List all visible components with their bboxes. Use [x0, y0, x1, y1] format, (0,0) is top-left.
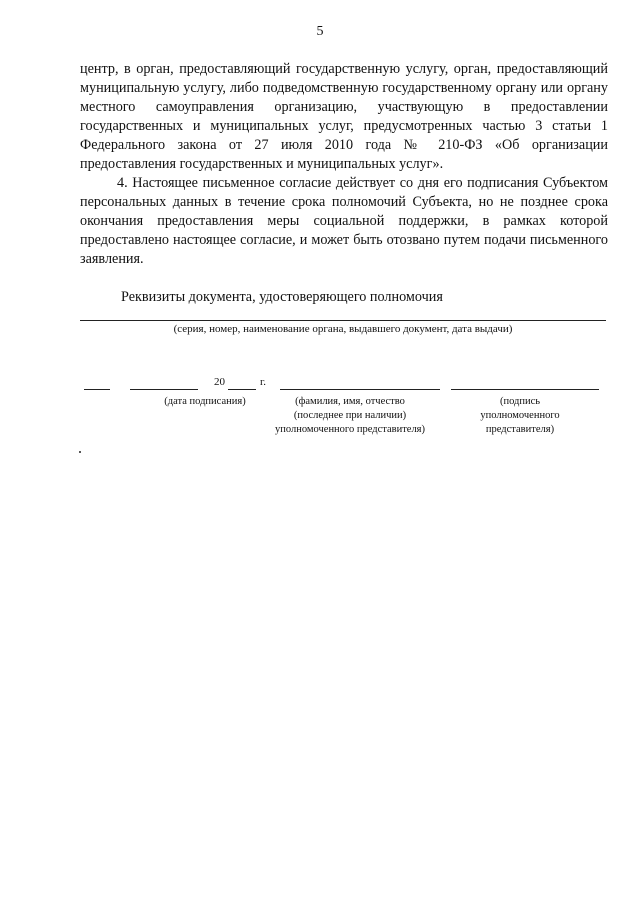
name-caption-3: уполномоченного представителя) [274, 424, 426, 435]
requisites-fill-line [80, 320, 606, 321]
day-blank [84, 379, 110, 390]
paragraph-continuation: центр, в орган, предоставляющий государственную услугу, орган, предоставляющий муниципальную услугу, либо подведомственную государственному органу или органу местного самоуправления организацию, участвующую в предоставлении государственных и муниципальных услуг, предусмотренных частью 3 статьи 1 Федерального закона от 27 июля 2010 года № 210-ФЗ «Об организации предоставления государственных и муниципальных услуг». [80, 61, 608, 172]
sign-caption-1: (подпись [499, 396, 541, 407]
sign-caption-2: уполномоченного [480, 410, 560, 421]
year-prefix: 20 [214, 376, 225, 388]
stray-dot [79, 451, 81, 453]
requisites-label: Реквизиты документа, удостоверяющего полномочия [121, 289, 443, 305]
requisites-caption: (серия, номер, наименование органа, выдавшего документ, дата выдачи) [173, 323, 513, 335]
date-caption: (дата подписания) [164, 396, 246, 407]
page-number: 5 [316, 24, 324, 39]
sign-caption-3: представителя) [485, 424, 555, 435]
body-text [80, 60, 608, 269]
name-caption-1: (фамилия, имя, отчество [295, 396, 405, 407]
name-blank [280, 379, 440, 390]
name-caption-2: (последнее при наличии) [293, 410, 407, 421]
paragraph-4: 4. Настоящее письменное согласие действует со дня его подписания Субъектом персональных данных в течение срока полномочий Субъекта, но не позднее срока окончания предоставления меры социальной поддержки, в рамках которой предоставлено настоящее согласие, и может быть отозвано путем подачи письменного заявления. [80, 175, 608, 267]
year-blank [228, 379, 256, 390]
month-blank [130, 379, 198, 390]
signature-blank [451, 379, 599, 390]
signature-row [0, 376, 640, 449]
year-suffix: г. [260, 376, 267, 388]
